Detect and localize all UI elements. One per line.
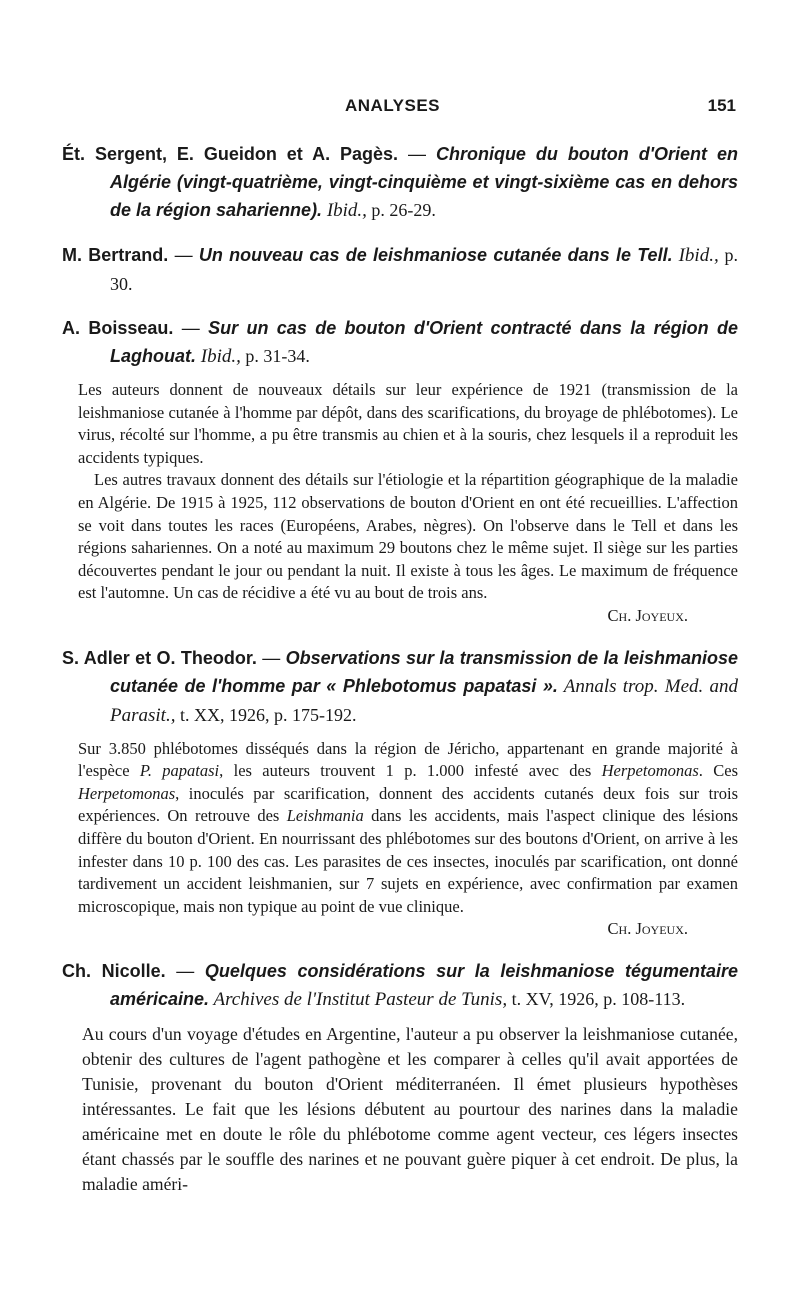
citation [62,957,738,1014]
article-title: Observations sur la transmission de la leishmaniose cutanée de l'homme par « Phlebotomus papatasi ». [110,647,738,696]
citation [62,140,738,225]
citation [62,644,738,730]
summary-paragraph: Les autres travaux donnent des détails sur l'étiologie et la répartition géographique de la maladie en Algérie. De 1915 à 1925, 112 observations de bouton d'Orient en ont été recueillies. L'affection se voit dans toutes les races (Européens, Arabes, nègres). On l'observe dans le Tell et dans les régions sahariennes. On a noté au maximum 29 boutons chez le même sujet. Il siège sur les parties découvertes pendant le jour ou pendant la nuit. Il existe à tous les âges. Le maximum de fréquence est l'automne. Un cas de récidive a été vu au bout de trois ans. [78,470,738,603]
summary-text: , inoculés par scarification, donnent des accidents cutanés deux fois sur trois expériences. On retrouve des [78,783,738,826]
citation [62,241,738,298]
review-entry [62,314,738,628]
review-entry [62,644,738,941]
review-entry [62,241,738,298]
pages: p. 26-29. [366,200,436,220]
journal: Ibid., [672,245,719,266]
pages: p. 31-34. [240,346,310,366]
review-summary [62,379,738,628]
journal: Ibid., [322,200,367,221]
dash: — [168,245,199,265]
reviewer-signature: Ch. Joyeux. [607,919,688,939]
summary-paragraph [78,738,738,919]
analyses-content [62,140,738,1213]
dash: — [256,647,286,668]
citation [62,314,738,371]
page-header [0,92,800,122]
reviewer-signature: Ch. Joyeux. [607,605,688,625]
review-summary [62,738,738,941]
journal: Archives de l'Institut Pasteur de Tunis, [209,988,508,1010]
page-number: 151 [707,96,736,115]
dash: — [165,960,205,981]
signature-line [78,605,738,628]
summary-text: , les auteurs trouvent 1 p. 1.000 infesté avec des [219,761,602,781]
author: S. Adler et O. Theodor. [62,647,257,668]
article-title: Un nouveau cas de leishmaniose cutanée dans le Tell. [198,245,673,265]
pages: p. 30. [110,245,738,294]
article-title: Sur un cas de bouton d'Orient contracté dans la région de Laghouat. [110,318,738,366]
review-entry [62,957,738,1197]
dash: — [173,318,209,338]
author: Ét. Sergent, E. Gueidon et A. Pagès. [62,144,399,164]
journal: Ibid., [196,346,241,367]
genus-name: Herpetomonas [78,783,176,803]
article-title: Quelques considérations sur la leishmaniose tégumentaire américaine. [110,960,739,1009]
article-title: Chronique du bouton d'Orient en Algérie (vingt-quatrième, vingt-cinquième et vingt-sixième cas en dehors de la région saharienne). [110,144,738,220]
author: M. Bertrand. [62,245,169,265]
pages: t. XV, 1926, p. 108-113. [507,988,686,1009]
summary-paragraph: Au cours d'un voyage d'études en Argentine, l'auteur a pu observer la leishmaniose cutanée, obtenir des cultures de l'agent pathogène et les comparer à celles qu'il avait apportées de Tunisie, provenant du bouton d'Orient méditerranéen. Il émet plusieurs hypothèses intéressantes. Le fait que les lésions débutent au pourtour des narines dans la maladie américaine met en doute le rôle du phlébotome comme agent vecteur, ces légers insectes étant chassés par le souffle des narines et ne pouvant guère piquer à cet endroit. De plus, la maladie améri- [82,1023,738,1194]
summary-text: dans les accidents, mais l'aspect clinique des lésions diffère du bouton d'Orient. En nourrissant des phlébotomes sur des boutons d'Orient, on arrive à les infester dans 10 p. 100 des cas. Les parasites de ces insectes, inoculés par scarification, ont donné tardivement un accident leishmanien, sur 7 sujets en expérience, avec confirmation par examen microscopique, mais non typique au point de vue clinique. [78,806,739,916]
genus-name: Leishmania [286,806,364,826]
summary-text: Sur 3.850 phlébotomes disséqués dans la région de Jéricho, appartenant en grande majorité à l'espèce [78,738,738,781]
author: Ch. Nicolle. [62,960,166,981]
review-entry [62,140,738,225]
summary-paragraph: Les auteurs donnent de nouveaux détails sur leur expérience de 1921 (transmission de la leishmaniose cutanée à l'homme par dépôt, dans des scarifications, du broyage de phlébotomes). Le virus, récolté sur l'homme, a pu être transmis au chien et à la souris, chez lesquels il a reproduit les accidents typiques. [78,380,738,467]
review-summary [62,1022,738,1197]
genus-name: Herpetomonas [601,761,699,781]
author: A. Boisseau. [62,318,174,338]
species-name: P. papatasi [139,761,220,781]
signature-line [78,918,738,941]
dash: — [398,144,436,164]
running-title: ANALYSES [345,96,441,115]
summary-text: . Ces [698,761,738,781]
pages: t. XX, 1926, p. 175-192. [175,704,357,725]
journal: Annals trop. Med. and Parasit., [110,675,738,726]
